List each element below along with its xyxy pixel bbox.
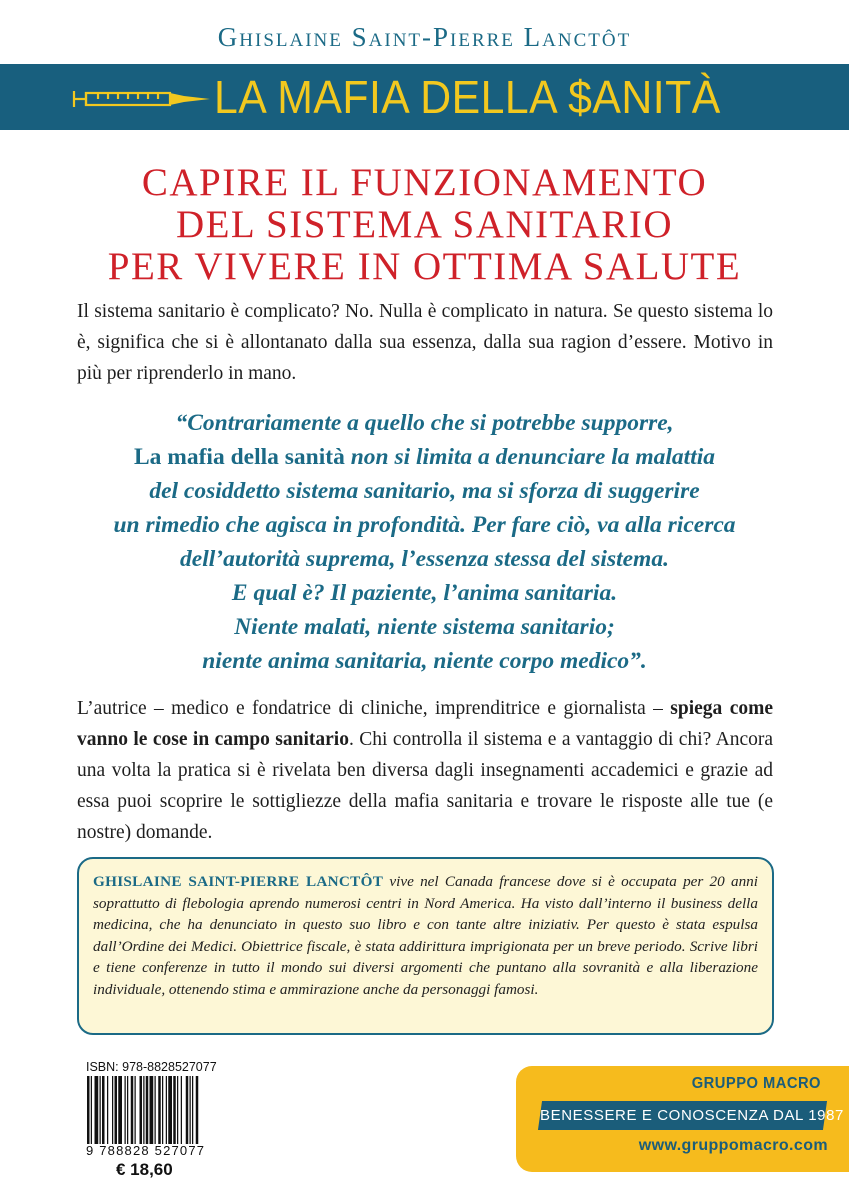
- intro-paragraph: Il sistema sanitario è complicato? No. Nulla è complicato in natura. Se questo sistema lo è, significa che si è allontanato dalla sua essenza, dalla sua ragion d’essere. Motivo in più per riprenderlo in mano.: [77, 301, 773, 384]
- description-part-1: L’autrice – medico e fondatrice di cliniche, imprenditrice e giornalista –: [77, 698, 671, 719]
- headline-line-3: PER VIVERE IN OTTIMA SALUTE: [107, 245, 742, 288]
- book-title: LA MAFIA DELLA $ANITÀ: [214, 71, 721, 123]
- quote-line-6: E qual è? Il paziente, l’anima sanitaria.: [231, 580, 618, 606]
- quote-line-8: niente anima sanitaria, niente corpo medico”.: [202, 648, 647, 674]
- quote-book-title: La mafia della sanità: [133, 444, 345, 470]
- quote-line-5: dell’autorità suprema, l’essenza stessa del sistema.: [180, 546, 669, 572]
- quote-line-1: “Contrariamente a quello che si potrebbe supporre,: [175, 410, 674, 436]
- quote-line-7: Niente malati, niente sistema sanitario;: [234, 614, 615, 640]
- price: € 18,60: [116, 1160, 173, 1179]
- headline-line-1: CAPIRE IL FUNZIONAMENTO: [141, 161, 708, 204]
- isbn-label: ISBN: 978-8828527077: [86, 1060, 217, 1074]
- description-bold: spiega come vanno le cose in campo sanitario: [77, 698, 773, 750]
- description-part-2: . Chi controlla il sistema e a vantaggio di chi? Ancora una volta la pratica si è rivelata ben diversa dagli insegnamenti accademici e grazie ad essa puoi scoprire le sottigliezze della mafia sanitaria e trovare le risposte alle tue (e nostre) domande.: [77, 729, 774, 843]
- barcode-area: [86, 1060, 246, 1179]
- quote-line-3: del cosiddetto sistema sanitario, ma si sforza di suggerire: [149, 478, 700, 504]
- barcode-icon: [86, 1076, 236, 1144]
- author-name: Ghislaine Saint-Pierre Lanctôt: [217, 22, 632, 52]
- publisher-tagline: [538, 1101, 844, 1130]
- publisher-url[interactable]: www.gruppomacro.com: [638, 1137, 828, 1154]
- author-bio: [93, 871, 758, 1001]
- bio-text: vive nel Canada francese dove si è occupata per 20 anni soprattutto di flebologia aprendo numerosi centri in Nord America. Ha visto dall’interno il business della medicina, che ha denunciato in questo suo libro e con tante altre iniziativ. Per questo è stata espulsa dall’Ordine dei Medici. Obiettrice fiscale, è stata addirittura imprigionata per un breve periodo. Scrive libri e tiene conferenze in tutto il mondo sui diversi argomenti che puntano alla sovranità e alla liberazione individuale, ottenendo stima e ammirazione anche da personaggi famosi.: [93, 873, 758, 998]
- publisher-tagline-text: BENESSERE E CONOSCENZA DAL 1987: [540, 1107, 844, 1124]
- quote-line-2: [0, 440, 849, 474]
- quote-block: [0, 406, 849, 678]
- publisher-name: GRUPPO MACRO: [691, 1075, 821, 1092]
- quote-line-4: un rimedio che agisca in profondità. Per fare ciò, va alla ricerca: [113, 512, 736, 538]
- headline: [0, 162, 849, 288]
- publisher-badge: [516, 1066, 849, 1172]
- headline-line-2: DEL SISTEMA SANITARIO: [175, 203, 674, 246]
- barcode-digits: 9 788828 527077: [86, 1143, 206, 1158]
- description-paragraph: [77, 693, 773, 848]
- bio-author-name: GHISLAINE SAINT-PIERRE LANCTÔT: [93, 873, 384, 890]
- author-bio-box: [77, 857, 774, 1035]
- title-banner: [0, 64, 849, 130]
- syringe-icon: [72, 86, 212, 112]
- quote-line-2-rest: non si limita a denunciare la malattia: [344, 444, 716, 470]
